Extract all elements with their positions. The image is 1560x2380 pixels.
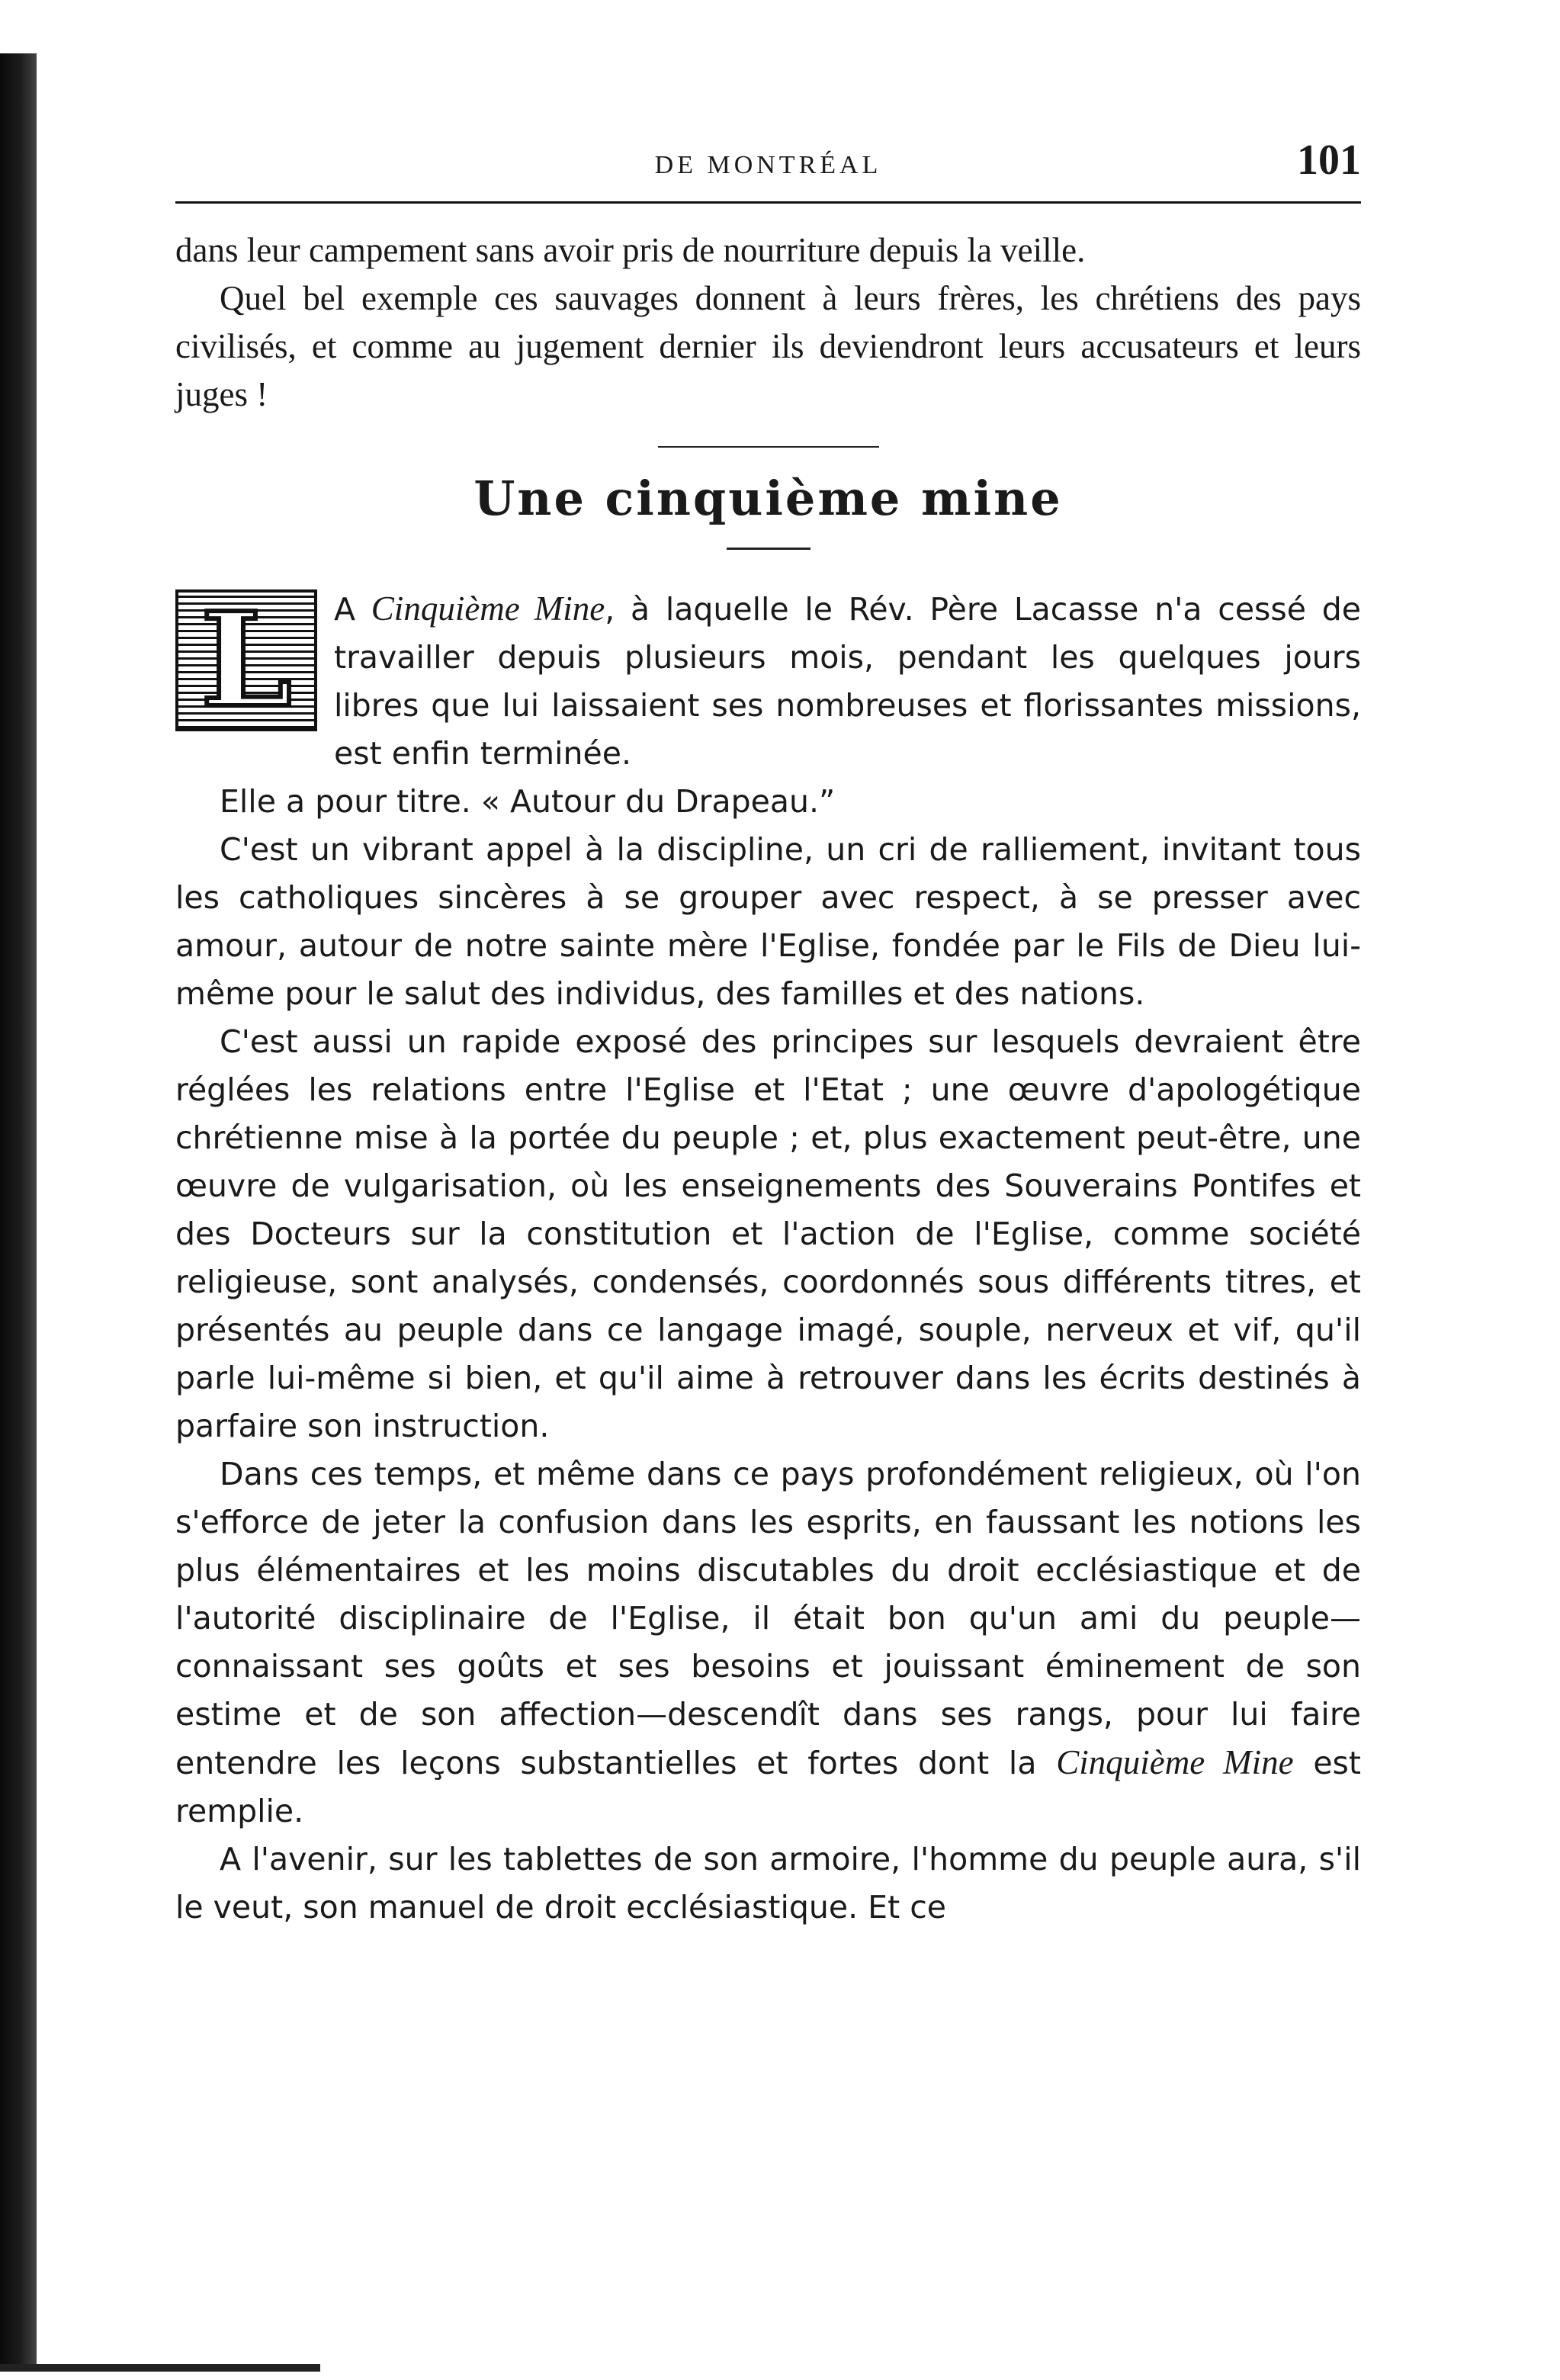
paragraph-appel: C'est un vibrant appel à la discipline, un cri de ralliement, invitant tous les catholiques sincères à se grouper avec respect, à se presser avec amour, autour de notre sainte mère l'Eglise, fondée par le Fils de Dieu lui-même pour le salut des individus, des familles et des nations. bbox=[175, 831, 1361, 1012]
running-head: DE MONTRÉAL bbox=[654, 151, 882, 179]
page-header bbox=[175, 130, 1361, 191]
section-body bbox=[175, 585, 1361, 1932]
title-divider bbox=[727, 548, 810, 550]
binding-shadow-bottom bbox=[0, 2364, 320, 2372]
para-rest: , à laquelle le Rév. Père Lacasse n'a cessé de travailler depuis plusieurs mois, pendant les quelques jours libres que lui laissaient ses nombreuses et florissantes missions, est enfin terminée. bbox=[334, 591, 1361, 772]
continued-paragraph: dans leur campement sans avoir pris de nourriture depuis la veille. bbox=[175, 231, 1086, 269]
paragraph-cinquieme-mine bbox=[175, 585, 1361, 778]
book-title-italic-2: Cinquième Mine bbox=[1056, 1743, 1294, 1781]
section-divider bbox=[658, 446, 879, 448]
paragraph-avenir: A l'avenir, sur les tablettes de son armoire, l'homme du peuple aura, s'il le veut, son manuel de droit ecclésiastique. Et ce bbox=[175, 1841, 1361, 1926]
ornamental-dropcap bbox=[175, 584, 317, 737]
paragraph-titre: Elle a pour titre. « Autour du Drapeau.” bbox=[220, 783, 836, 820]
book-title-italic: Cinquième Mine bbox=[371, 589, 605, 628]
para-lead: A bbox=[334, 591, 371, 628]
para-temps-lead: Dans ces temps, et même dans ce pays profondément religieux, où l'on s'efforce de jeter la confusion dans les esprits, en faussant les notions les plus élémentaires et les moins discutables du droit ecclésiastique et de l'autorité disciplinaire de l'Eglise, il était bon qu'un ami du peuple—connaissant ses goûts et ses besoins et jouissant éminement de son estime et de son affection—descendît dans ses rangs, pour lui faire entendre les leçons substantielles et fortes dont la bbox=[175, 1456, 1361, 1781]
header-rule bbox=[175, 201, 1361, 204]
paragraph-temps bbox=[175, 1450, 1361, 1836]
paragraph-expose: C'est aussi un rapide exposé des principes sur lesquels devraient être réglées les relations entre l'Eglise et l'Etat ; une œuvre d'apologétique chrétienne mise à la portée du peuple ; et, plus exactement peut-être, une œuvre de vulgarisation, où les enseignements des Souverains Pontifes et des Docteurs sur la constitution et l'action de l'Eglise, comme société religieuse, sont analysés, condensés, coordonnés sous différents titres, et présentés au peuple dans ce langage imagé, souple, nerveux et vif, qu'il parle lui-même si bien, et qu'il aime à retrouver dans les écrits destinés à parfaire son instruction. bbox=[175, 1023, 1361, 1444]
page-number: 101 bbox=[1297, 137, 1361, 184]
paragraph-exemple: Quel bel exemple ces sauvages donnent à leurs frères, les chrétiens des pays civilisés, et comme au jugement dernier ils deviendront leurs accusateurs et leurs juges ! bbox=[175, 279, 1361, 413]
section-title: Une cinquième mine bbox=[473, 471, 1063, 526]
para-temps-end: est remplie. bbox=[175, 1745, 1361, 1829]
dropcap-letter: L bbox=[201, 584, 292, 737]
book-page bbox=[175, 130, 1361, 1932]
binding-shadow bbox=[0, 53, 37, 2372]
